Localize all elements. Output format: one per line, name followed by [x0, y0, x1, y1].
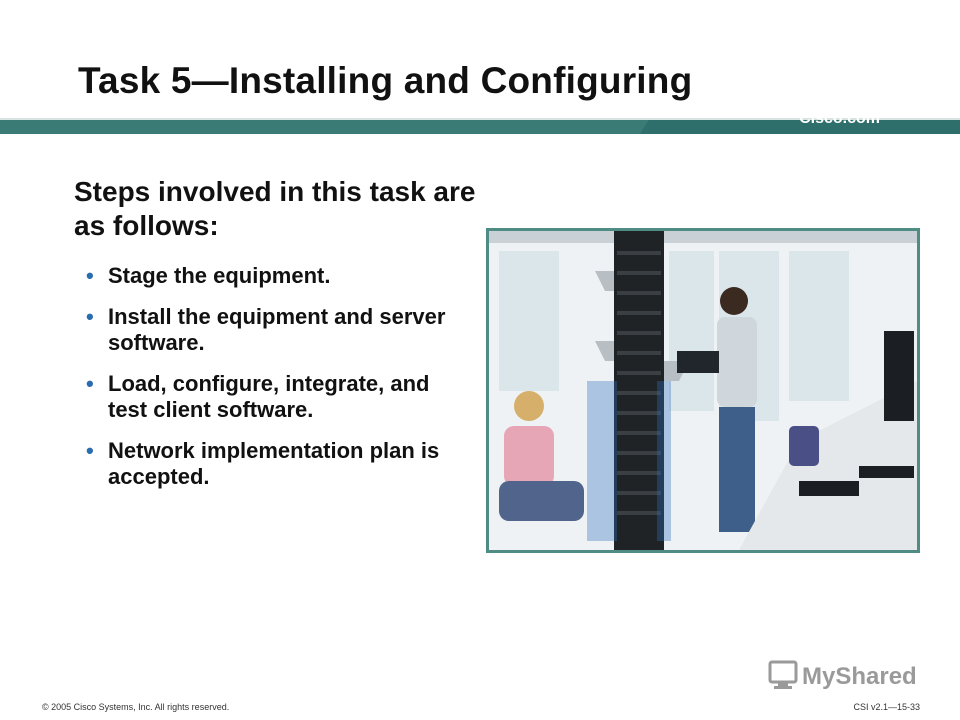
step-text: Network implementation plan is accepted.: [108, 438, 440, 489]
slide-title: Task 5—Installing and Configuring: [78, 60, 693, 101]
bullet-icon: •: [86, 438, 94, 463]
list-item: [86, 371, 446, 423]
list-item: [86, 304, 446, 356]
technicians-photo: [486, 228, 920, 553]
myshared-logo-icon: [768, 658, 928, 692]
step-text: Load, configure, integrate, and test client software.: [108, 371, 430, 422]
brand-label: Cisco.com: [799, 110, 880, 127]
watermark-text: MyShared: [802, 663, 917, 690]
list-item: [86, 263, 446, 289]
technicians-at-server-rack-photo-icon: [489, 231, 917, 550]
footer-copyright: © 2005 Cisco Systems, Inc. All rights reserved.: [42, 702, 230, 712]
footer-course-ref: CSI v2.1—15-33: [853, 702, 920, 712]
step-text: Stage the equipment.: [108, 263, 331, 288]
bullet-icon: •: [86, 371, 94, 396]
bullet-icon: •: [86, 263, 94, 288]
bullet-icon: •: [86, 304, 94, 329]
steps-list: [86, 263, 446, 505]
intro-text: Steps involved in this task are as follows:: [74, 176, 476, 241]
list-item: [86, 438, 446, 490]
step-text: Install the equipment and server software.: [108, 304, 446, 355]
